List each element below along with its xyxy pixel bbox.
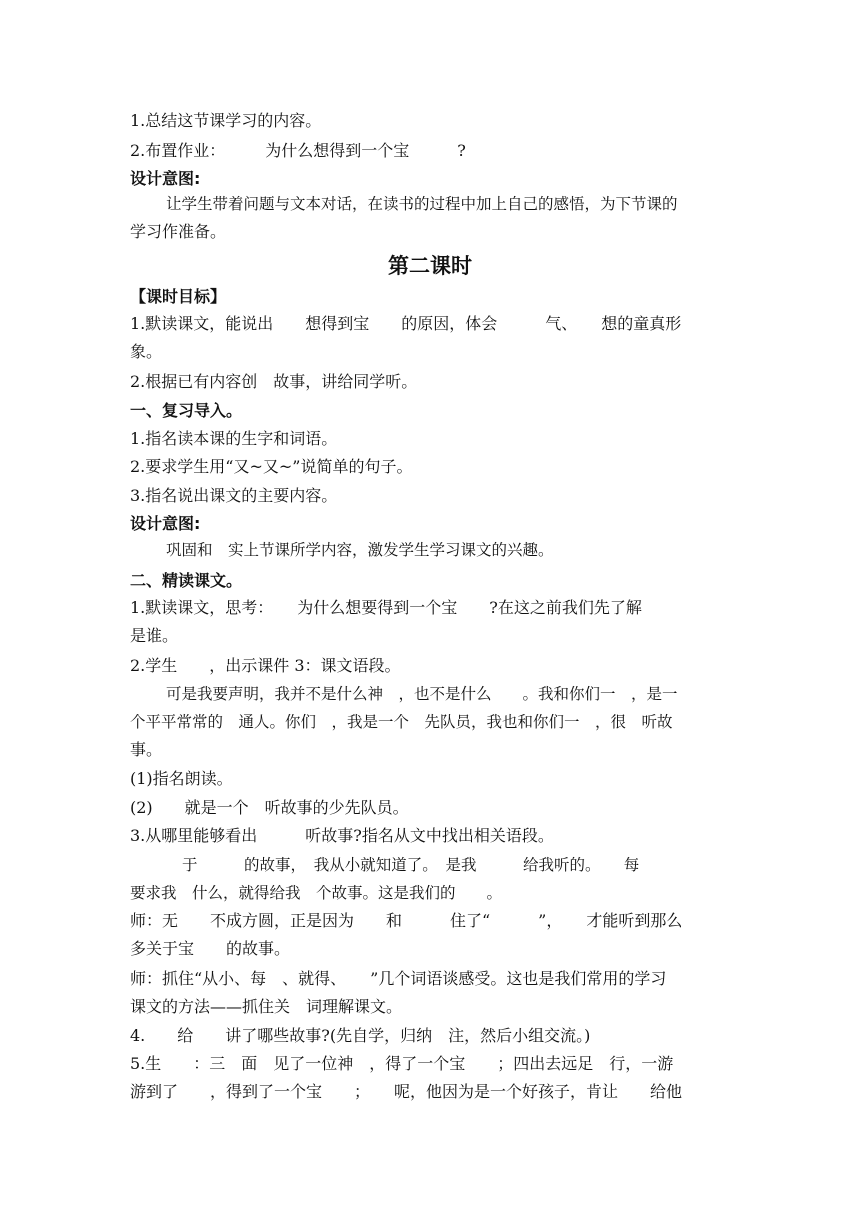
text-line: 象。 <box>130 342 163 361</box>
text-line: 学习作准备。 <box>130 222 227 241</box>
text-line: 可是我要声明，我并不是什么神 ，也不是什么 。我和你们一 ，是一 <box>166 685 678 703</box>
text-line: 1.指名读本课的生字和词语。 <box>130 429 338 448</box>
text-line: 5.生 ：三 面 见了一位神 ，得了一个宝 ；四出去远足 行，一游 <box>130 1054 674 1073</box>
text-line: (1)指名朗读。 <box>130 769 233 788</box>
section-heading: 【课时目标】 <box>130 287 227 306</box>
text-line: 多关于宝 的故事。 <box>130 939 291 958</box>
text-line: (2) 就是一个 听故事的少先队员。 <box>130 798 409 817</box>
text-line: 4. 给 讲了哪些故事?(先自学，归纳 注，然后小组交流。) <box>130 1026 591 1045</box>
text-line: 个平平常常的 通人。你们 ，我是一个 先队员，我也和你们一 ，很 听故 <box>130 713 673 731</box>
text-line: 2.布置作业： 为什么想得到一个宝 ? <box>130 141 466 160</box>
text-line: 课文的方法——抓住关 词理解课文。 <box>130 997 403 1016</box>
text-line: 2.要求学生用“又~又~”说简单的句子。 <box>130 457 413 476</box>
section-label: 设计意图: <box>130 514 201 533</box>
text-line: 3.指名说出课文的主要内容。 <box>130 486 338 505</box>
text-line: 让学生带着问题与文本对话，在读书的过程中加上自己的感悟，为下节课的 <box>166 195 678 213</box>
text-line: 2.根据已有内容创 故事，讲给同学听。 <box>130 372 418 391</box>
text-line: 游到了 ，得到了一个宝 ； 呢，他因为是一个好孩子，肯让 给他 <box>130 1082 683 1101</box>
text-line: 2.学生 ，出示课件 3：课文语段。 <box>130 656 401 675</box>
text-line: 1.总结这节课学习的内容。 <box>130 111 322 130</box>
text-line: 是谁。 <box>130 626 179 645</box>
text-line: 于 的故事， 我从小就知道了。 是我 给我听的。 每 <box>182 856 640 874</box>
text-line: 3.从哪里能够看出 听故事?指名从文中找出相关语段。 <box>130 826 554 845</box>
text-line: 1.默读课文，思考： 为什么想要得到一个宝 ?在这之前我们先了解 <box>130 598 642 617</box>
text-line: 1.默读课文，能说出 想得到宝 的原因，体会 气、 想的童真形 <box>130 314 682 333</box>
text-line: 要求我 什么，就得给我 个故事。这是我们的 。 <box>130 884 503 902</box>
section-heading: 二、精读课文。 <box>130 571 243 590</box>
text-line: 巩固和 实上节课所学内容，激发学生学习课文的兴趣。 <box>166 541 554 559</box>
section-heading: 一、复习导入。 <box>130 401 243 420</box>
text-line: 师：无 不成方圆，正是因为 和 住了“ ”， 才能听到那么 <box>130 911 683 930</box>
text-line: 事。 <box>130 740 163 759</box>
text-line: 师：抓住“从小、每 、就得、 ”几个词语谈感受。这也是我们常用的学习 <box>130 969 667 988</box>
section-label: 设计意图: <box>130 169 201 188</box>
lesson-title: 第二课时 <box>388 254 472 278</box>
